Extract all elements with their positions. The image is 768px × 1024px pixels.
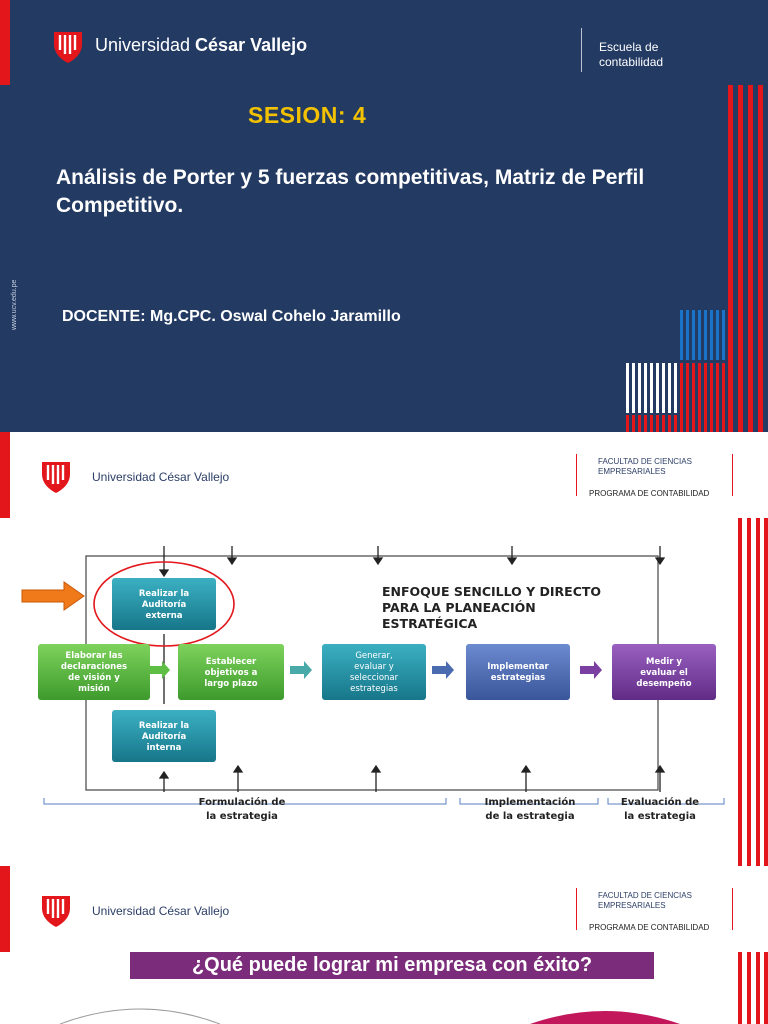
svg-text:Auditoría: Auditoría bbox=[141, 732, 187, 742]
feedback-arrows-top bbox=[160, 546, 664, 576]
decorative-stripes bbox=[738, 952, 768, 1024]
faculty-name: FACULTAD DE CIENCIAS EMPRESARIALES bbox=[598, 891, 692, 910]
svg-text:Auditoría: Auditoría bbox=[141, 600, 187, 610]
svg-text:externa: externa bbox=[145, 611, 183, 621]
red-accent-bar bbox=[0, 432, 10, 518]
red-accent-bar bbox=[0, 0, 10, 85]
svg-text:evaluar y: evaluar y bbox=[354, 662, 394, 672]
svg-text:interna: interna bbox=[146, 743, 182, 753]
website-label: www.ucv.edu.pe bbox=[11, 279, 18, 330]
phase-evaluacion: Evaluación de bbox=[620, 797, 700, 808]
svg-text:Implementar: Implementar bbox=[487, 662, 549, 672]
slide-title: Análisis de Porter y 5 fuerzas competitivas, Matriz de Perfil Competitivo. bbox=[56, 166, 645, 217]
ucv-logo-icon bbox=[40, 460, 72, 494]
arrow-right-icon bbox=[150, 661, 170, 679]
arrow-right-icon bbox=[580, 661, 602, 679]
question-banner: ¿Qué puede lograr mi empresa con éxito? bbox=[130, 952, 654, 979]
university-name: Universidad César Vallejo bbox=[95, 35, 308, 55]
svg-text:Generar,: Generar, bbox=[355, 651, 393, 661]
svg-text:estrategias: estrategias bbox=[350, 684, 398, 694]
ucv-logo-icon bbox=[52, 30, 84, 64]
header-divider bbox=[581, 28, 582, 72]
phase-implementacion: Implementación bbox=[484, 797, 576, 808]
svg-text:Realizar la: Realizar la bbox=[138, 589, 190, 599]
school-name: Escuela de contabilidad bbox=[599, 40, 664, 69]
strategy-diagram-slide bbox=[0, 432, 768, 866]
svg-text:PARA LA PLANEACIÓN: PARA LA PLANEACIÓN bbox=[382, 600, 536, 615]
phase-formulacion: Formulación de bbox=[198, 797, 286, 808]
box-implementar bbox=[466, 644, 570, 700]
svg-text:evaluar el: evaluar el bbox=[640, 668, 688, 678]
svg-text:de visión y: de visión y bbox=[68, 673, 120, 683]
svg-text:desempeño: desempeño bbox=[636, 679, 692, 689]
svg-text:la estrategia: la estrategia bbox=[206, 811, 278, 822]
highlight-arrow-icon bbox=[22, 582, 84, 610]
svg-text:largo plazo: largo plazo bbox=[204, 679, 258, 689]
svg-text:seleccionar: seleccionar bbox=[349, 673, 399, 683]
header-divider-right bbox=[732, 454, 733, 496]
svg-text:Realizar la: Realizar la bbox=[138, 721, 190, 731]
svg-text:objetivos a: objetivos a bbox=[204, 668, 258, 678]
svg-text:misión: misión bbox=[78, 684, 110, 694]
program-name: PROGRAMA DE CONTABILIDAD bbox=[589, 489, 710, 498]
teacher-name: DOCENTE: Mg.CPC. Oswal Cohelo Jaramillo bbox=[62, 308, 401, 325]
svg-text:Medir y: Medir y bbox=[646, 657, 682, 667]
feedback-arrows-bottom bbox=[160, 766, 664, 792]
program-name: PROGRAMA DE CONTABILIDAD bbox=[589, 923, 710, 932]
header-divider-right bbox=[732, 888, 733, 930]
company-success-slide bbox=[0, 866, 768, 1024]
svg-text:de la estrategia: de la estrategia bbox=[485, 811, 575, 822]
arrow-right-icon bbox=[432, 661, 454, 679]
decorative-shape bbox=[530, 1006, 680, 1024]
svg-text:declaraciones: declaraciones bbox=[60, 662, 128, 672]
session-number: SESION: 4 bbox=[248, 102, 367, 128]
university-name: Universidad César Vallejo bbox=[92, 470, 230, 484]
red-accent-bar bbox=[0, 866, 10, 952]
decorative-stripes bbox=[528, 85, 768, 432]
diagram-heading: ENFOQUE SENCILLO Y DIRECTO bbox=[382, 584, 602, 599]
svg-text:la estrategia: la estrategia bbox=[624, 811, 696, 822]
svg-text:ESTRATÉGICA: ESTRATÉGICA bbox=[382, 616, 478, 631]
decorative-arc bbox=[60, 1004, 220, 1024]
header-divider bbox=[576, 888, 577, 930]
strategic-planning-diagram bbox=[18, 542, 728, 832]
arrow-right-icon bbox=[290, 661, 312, 679]
svg-text:estrategias: estrategias bbox=[490, 673, 546, 683]
faculty-name: FACULTAD DE CIENCIAS EMPRESARIALES bbox=[598, 457, 692, 476]
header-divider bbox=[576, 454, 577, 496]
ucv-logo-icon bbox=[40, 894, 72, 928]
university-name: Universidad César Vallejo bbox=[92, 904, 230, 918]
svg-text:Establecer: Establecer bbox=[205, 657, 257, 667]
svg-text:Elaborar las: Elaborar las bbox=[65, 651, 123, 661]
decorative-stripes bbox=[738, 518, 768, 866]
title-slide bbox=[0, 0, 768, 432]
